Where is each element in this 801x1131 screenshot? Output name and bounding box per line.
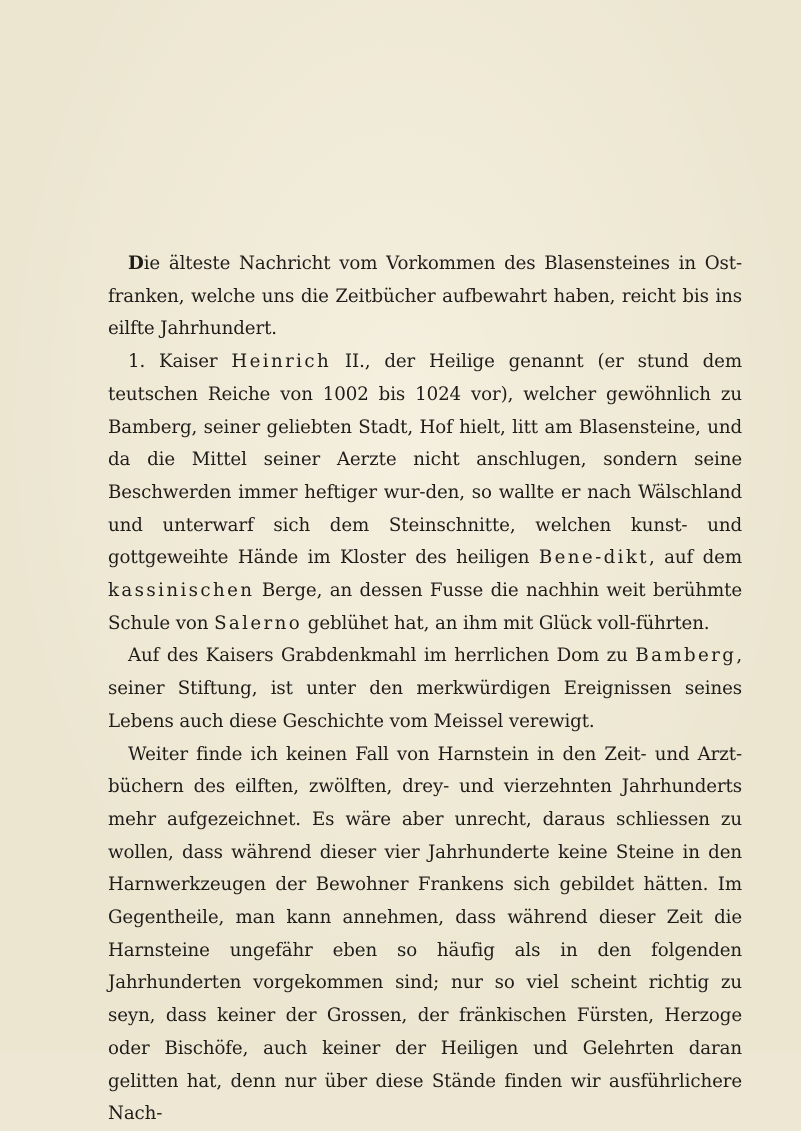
text-run: II., der Heilige genannt (er stund dem teutschen Reiche von 1002 bis 1024 vor), welcher gewöhnlich zu Bamberg, seiner geliebten Stadt, Hof hielt, litt am Blasensteine, und da die Mittel seiner Aerzte nicht anschlugen, sondern seine Beschwerden immer heftiger wur-den, so wallte er nach Wälschland und unterwarf sich dem Steinschnitte, welchen kunst- und gottgeweihte Hände im Kloster des heiligen: [108, 351, 742, 569]
text-run: Auf des Kaisers Grabdenkmahl im herrlichen Dom zu: [128, 645, 636, 667]
spaced-name: Bamberg: [635, 645, 737, 667]
spaced-name: Bene-dikt: [538, 547, 649, 569]
text-run: geblühet hat, an ihm mit Glück voll-führten.: [302, 612, 710, 634]
drop-cap: D: [128, 253, 144, 274]
text-run: 1. Kaiser: [128, 351, 232, 373]
spaced-name: Salerno: [214, 612, 303, 634]
spaced-name: kassinischen: [108, 580, 255, 602]
text-run: Weiter finde ich keinen Fall von Harnstein in den Zeit- und Arzt-büchern des eilften, zwölften, drey- und vierzehnten Jahrhunderts mehr aufgezeichnet. Es wäre aber unrecht, daraus schliessen zu wollen, dass während dieser vier Jahrhunderte keine Steine in den Harnwerkzeugen der Bewohner Frankens sich gebildet hätten. Im Gegentheile, man kann annehmen, dass während dieser Zeit die Harnsteine ungefähr eben so häufig als in den folgenden Jahrhunderten vorgekommen sind; nur so viel scheint richtig zu seyn, dass keiner der Grossen, der fränkischen Fürsten, Herzoge oder Bischöfe, auch keiner der Heiligen und Gelehrten daran gelitten hat, denn nur über diese Stände finden wir ausführlichere Nach-: [108, 743, 742, 1125]
spaced-name: Heinrich: [231, 351, 332, 373]
text-run: ie älteste Nachricht vom Vorkommen des Blasensteines in Ost-franken, welche uns die Zeitbücher aufbewahrt haben, reicht bis ins eilfte Jahrhundert.: [108, 253, 742, 340]
text-run: , auf dem: [649, 547, 742, 569]
paragraph: [108, 248, 742, 346]
paragraph: [108, 640, 742, 738]
body-text: [108, 248, 742, 1131]
paragraph: [108, 739, 742, 1131]
bleed-through-text: [60, 148, 750, 186]
text-run: , seiner Stiftung, ist unter den merkwürdigen Ereignissen seines Lebens auch diese Geschichte vom Meissel verewigt.: [108, 645, 742, 732]
paragraph: [108, 346, 742, 640]
text-run: Berge, an dessen Fusse die nachhin weit berühmte Schule von: [108, 580, 742, 634]
